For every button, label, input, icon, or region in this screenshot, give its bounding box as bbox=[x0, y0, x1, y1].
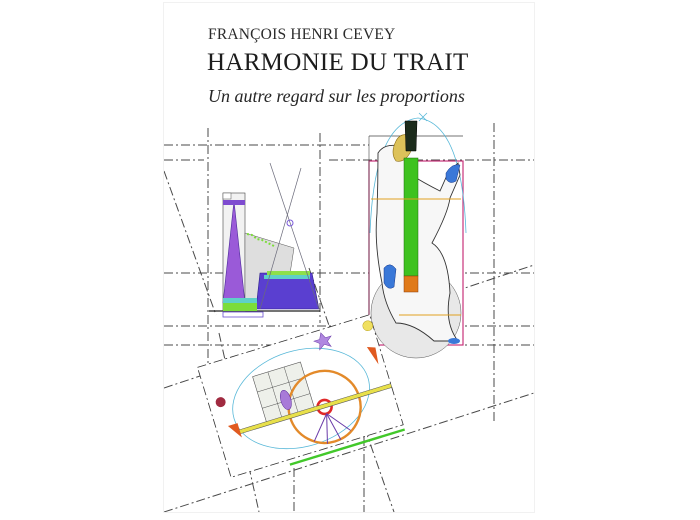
book-cover bbox=[164, 3, 534, 512]
guide-lines bbox=[164, 123, 534, 512]
book-subtitle: Un autre regard sur les proportions bbox=[208, 86, 465, 106]
book-title: HARMONIE DU TRAIT bbox=[207, 49, 469, 76]
architectural-elevation-drawing bbox=[209, 163, 320, 317]
author-name: FRANÇOIS HENRI CEVEY bbox=[208, 26, 396, 43]
seated-figure-proportion-drawing bbox=[369, 113, 466, 358]
wheel-geometry-drawing bbox=[197, 315, 404, 482]
cover-illustration bbox=[164, 3, 534, 512]
